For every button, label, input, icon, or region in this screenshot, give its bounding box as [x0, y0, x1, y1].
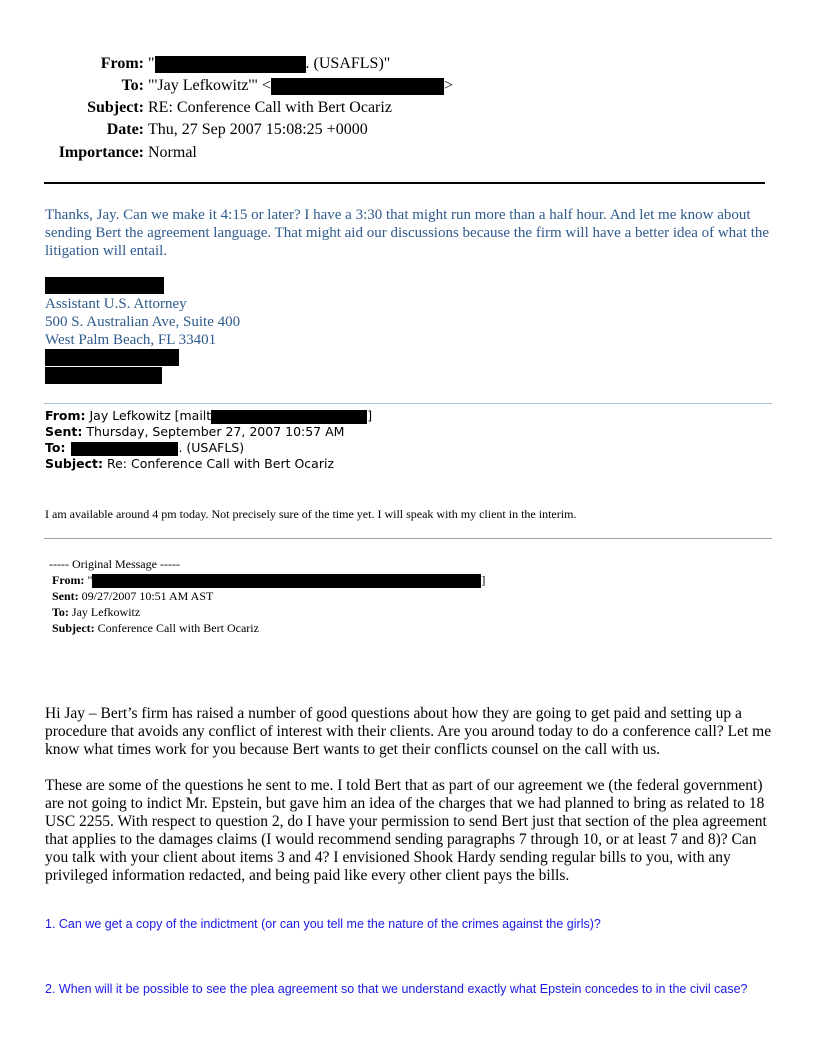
subject-value: RE: Conference Call with Bert Ocariz — [148, 99, 392, 116]
to-label: To: — [121, 77, 144, 94]
fwd-from-value: Jay Lefkowitz [mailt — [89, 408, 212, 423]
forward-divider — [44, 403, 772, 404]
fwd-to-suffix: . (USAFLS) — [178, 440, 245, 455]
original-marker: ----- Original Message ----- — [49, 557, 180, 571]
original-paragraph-2: These are some of the questions he sent to me. I told Bert that as part of our agreement we (the federal government) are not going to indict Mr. Epstein, but gave him an idea of the charges that we had planned to bring as related to 18 USC 2255. With respect to question 2, do I have your permission to send Bert just that section of the plea agreement that applies to the damages claims (I would recommend sending paragraphs 7 through 10, or at least 7 and 8)? Can you talk with your client about items 3 and 4? I envisioned Shook Hardy sending regular bills to you, with any privileged information redacted, and being paid like every other client pays the bills. — [45, 777, 767, 884]
orig-subject-value: Conference Call with Bert Ocariz — [97, 621, 259, 635]
fwd-sent-value: Thursday, September 27, 2007 10:57 AM — [86, 424, 345, 439]
importance-label: Importance: — [58, 144, 144, 161]
orig-to-value: Jay Lefkowitz — [71, 605, 141, 619]
signature-phone-redaction — [45, 349, 179, 366]
redaction-block — [211, 410, 367, 424]
signature-address-line2: West Palm Beach, FL 33401 — [45, 332, 217, 348]
date-value: Thu, 27 Sep 2007 15:08:25 +0000 — [148, 121, 368, 138]
fwd-from-label: From: — [45, 408, 86, 423]
orig-sent-label: Sent: — [52, 589, 79, 603]
orig-subject-row — [52, 620, 259, 636]
to-prefix: "'Jay Lefkowitz'" < — [148, 77, 271, 94]
orig-from-row — [52, 572, 485, 588]
fwd-subject-label: Subject: — [45, 456, 103, 471]
fwd-subject-row — [45, 456, 334, 472]
orig-from-end: ] — [481, 573, 486, 587]
redaction-block — [71, 442, 178, 456]
fwd-sent-row — [45, 424, 344, 440]
reply-body: Thanks, Jay. Can we make it 4:15 or later? I have a 3:30 that might run more than a half hour. And let me know about sending Bert the agreement language. That might aid our discussions because the firm will have a better idea of what the litigation will entail. — [45, 207, 770, 259]
orig-subject-label: Subject: — [52, 621, 95, 635]
redaction-block — [92, 574, 481, 588]
from-label: From: — [100, 55, 144, 72]
to-suffix: > — [443, 77, 453, 94]
subject-label: Subject: — [87, 99, 144, 116]
header-date-row — [40, 120, 740, 140]
orig-to-row — [52, 604, 140, 620]
question-1: 1. Can we get a copy of the indictment (or can you tell me the nature of the crimes against the girls)? — [45, 917, 601, 931]
question-2: 2. When will it be possible to see the plea agreement so that we understand exactly what Epstein concedes to in the civil case? — [45, 982, 748, 996]
orig-from-label: From: — [52, 573, 85, 587]
header-divider — [44, 182, 765, 184]
fwd-to-label: To: — [45, 440, 66, 455]
orig-to-label: To: — [52, 605, 69, 619]
from-suffix: . (USAFLS)" — [305, 55, 391, 72]
original-divider — [44, 538, 772, 539]
redaction-block — [271, 78, 444, 95]
signature-name-redaction — [45, 277, 164, 294]
fwd-from-end: ] — [367, 408, 373, 423]
fwd-from-row — [45, 408, 372, 424]
header-from-row — [40, 54, 740, 74]
importance-value: Normal — [148, 144, 197, 161]
date-label: Date: — [106, 121, 144, 138]
header-subject-row — [40, 98, 740, 118]
signature-email-redaction — [45, 367, 162, 384]
redaction-block — [155, 56, 306, 73]
orig-sent-row — [52, 588, 213, 604]
fwd-sent-label: Sent: — [45, 424, 83, 439]
header-to-row — [40, 76, 740, 96]
orig-sent-value: 09/27/2007 10:51 AM AST — [81, 589, 214, 603]
header-importance-row — [40, 143, 740, 163]
signature-title: Assistant U.S. Attorney — [45, 296, 187, 312]
fwd-subject-value: Re: Conference Call with Bert Ocariz — [106, 456, 335, 471]
original-paragraph-1: Hi Jay – Bert’s firm has raised a number of good questions about how they are going to get paid and setting up a procedure that avoids any conflict of interest with their clients. Are you around today to do a conference call? Let me know what times work for you because Bert wants to get their conflicts counsel on the call with us. — [45, 705, 772, 758]
signature-address-line1: 500 S. Australian Ave, Suite 400 — [45, 314, 241, 330]
orig-from-prefix: " — [87, 573, 93, 587]
fwd-body: I am available around 4 pm today. Not precisely sure of the time yet. I will speak with my client in the interim. — [45, 507, 577, 521]
fwd-to-row — [45, 440, 244, 456]
from-prefix: " — [148, 55, 155, 72]
